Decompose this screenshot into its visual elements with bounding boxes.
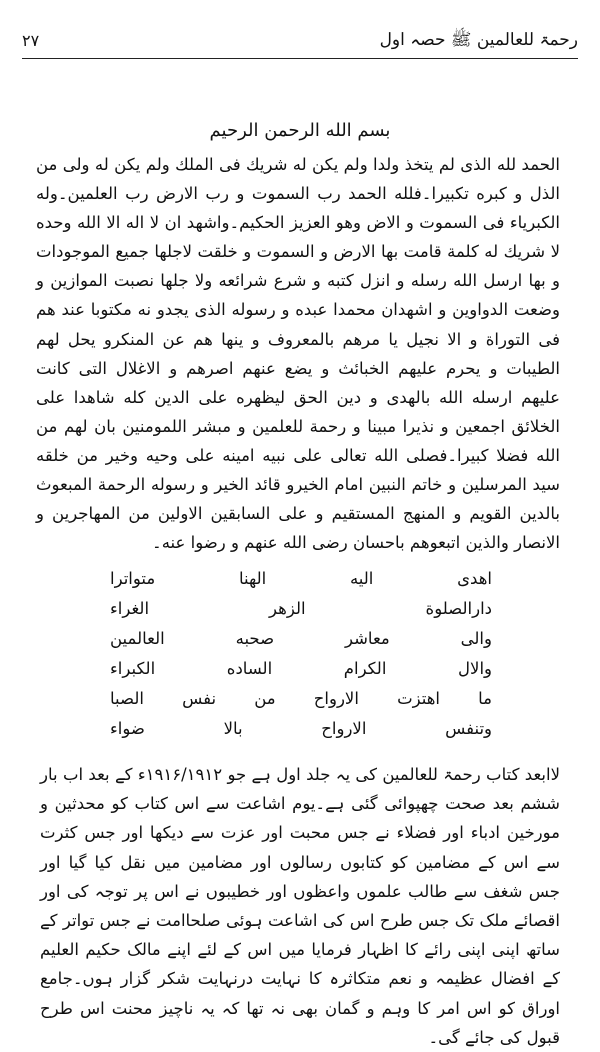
verse-line (110, 624, 492, 654)
verse-word: اليه (349, 569, 374, 588)
verse-line (110, 564, 492, 594)
verse-word: دارالصلوة (425, 599, 492, 618)
page-header (22, 28, 578, 59)
running-title: رحمۃ للعالمین ﷺ حصہ اول (379, 30, 578, 50)
verse-word: صحبه (235, 629, 275, 648)
verse-word: ما (478, 689, 492, 708)
verse-word: والال (458, 659, 492, 678)
page-number: ۲۷ (22, 31, 40, 50)
verse-word: نفس (182, 689, 217, 708)
poem-verses (110, 564, 492, 744)
verse-word: اهتزت (397, 689, 440, 708)
verse-word: والى (460, 629, 492, 648)
verse-word: الزهر (269, 599, 306, 618)
verse-word: الهنا (238, 569, 267, 588)
verse-line (110, 654, 492, 684)
verse-word: وتنفس (445, 719, 492, 738)
verse-word: معاشر (345, 629, 390, 648)
basmala-heading: بسم الله الرحمن الرحيم (209, 120, 391, 141)
verse-word: الكرام (343, 659, 387, 678)
arabic-paragraph: الحمد لله الذى لم يتخذ ولدا ولم يكن له شريك فى الملك ولم يكن له ولى من الذل و كبره تكبيرا۔فلله الحمد رب السموت و رب الارض رب العلمين۔وله الكبرياء فى السموت و الاض وهو العزيز الحكيم۔واشهد ان لا اله الا الله وحده لا شريك له كلمة قامت بها الارض و السموت و خلقت لاجلها جميع الموجودات و بها ارسل الله رسله و انزل كتبه و شرع شرائعه ولا جلها نصبت الموازين و وضعت الدواوين و اشهدان محمدا عبده و رسوله الذى يجدو نه مكتوبا عند هم فى التوراة و الا نجيل يا مرهم بالمعروف و ينها هم عن المنكرو يحل لهم الطيبات و يحرم عليهم الخبائث و يضع عنهم اصرهم و الاغلال التى كانت عليهم ارسله الله بالهدى و دين الحق ليظهره على الدين كله شاهدا على الخلائق اجمعين و نذيرا مبينا و رحمة للعلمين و مبشر اللمومنين بان لهم من الله فضلا كبيرا۔فصلى الله تعالى على نبيه امينه على وحيه وخير من خلقه سيد المرسلين و خاتم النبين امام الخيرو قائد الخير و رسوله الرحمة المبعوث بالدين القويم و المنهج المستقيم و على السابقين الاولين من المهاجرين و الانصار والذين اتبعوهم باحسان رضى الله عنهم و رضوا عنه۔ (36, 155, 560, 553)
verse-word: الصبا (110, 689, 144, 708)
verse-word: الغراء (110, 599, 150, 618)
verse-word: الساده (226, 659, 273, 678)
urdu-preface-text (40, 760, 560, 1052)
arabic-opening-text (36, 150, 560, 557)
verse-word: العالمين (110, 629, 165, 648)
verse-word: ضواء (110, 719, 145, 738)
verse-word: اهدى (457, 569, 492, 588)
verse-line (110, 684, 492, 714)
verse-word: الكبراء (110, 659, 156, 678)
urdu-paragraph: لاابعد کتاب رحمۃ للعالمین کی یہ جلد اول ہے جو ۱۹۱۶/۱۹۱۲ء کے بعد اب بار ششم بعد صحت چھپوائی گئی ہے۔یوم اشاعت سے اس کتاب کو محدثین و مورخین ادباء اور فضلاء نے جس محبت اور عزت سے دیکھا اور جس کثرت سے اس کے مضامین کو کتابوں رسالوں اور مضامین میں نقل کیا گیا اور جس شغف سے طالب علموں واعظوں اور خطیبوں نے اس پر توجہ کی اور اقصائے ملک تک جس طرح اس کی اشاعت ہوئی صلحاامت نے جس تواتر کے ساتھ اپنی اپنی رائے کا اظہار فرمایا میں اس کے لئے اپنے مالک حکیم العلیم کے افضال عظیمہ و نعم متکاثرہ کا نہایت درنہایت شکر گزار ہوں۔جامع اوراق کو اس امر کا وہم و گمان بھی نہ تھا کہ یہ ناچیز محنت اس طرح قبول کی جائے گی۔ (40, 765, 560, 1047)
verse-word: الارواح (321, 719, 367, 738)
verse-line (110, 594, 492, 624)
verse-word: الارواح (313, 689, 359, 708)
verse-line (110, 714, 492, 744)
verse-word: متواترا (110, 569, 156, 588)
verse-word: بالا (223, 719, 243, 738)
verse-word: من (254, 689, 276, 708)
